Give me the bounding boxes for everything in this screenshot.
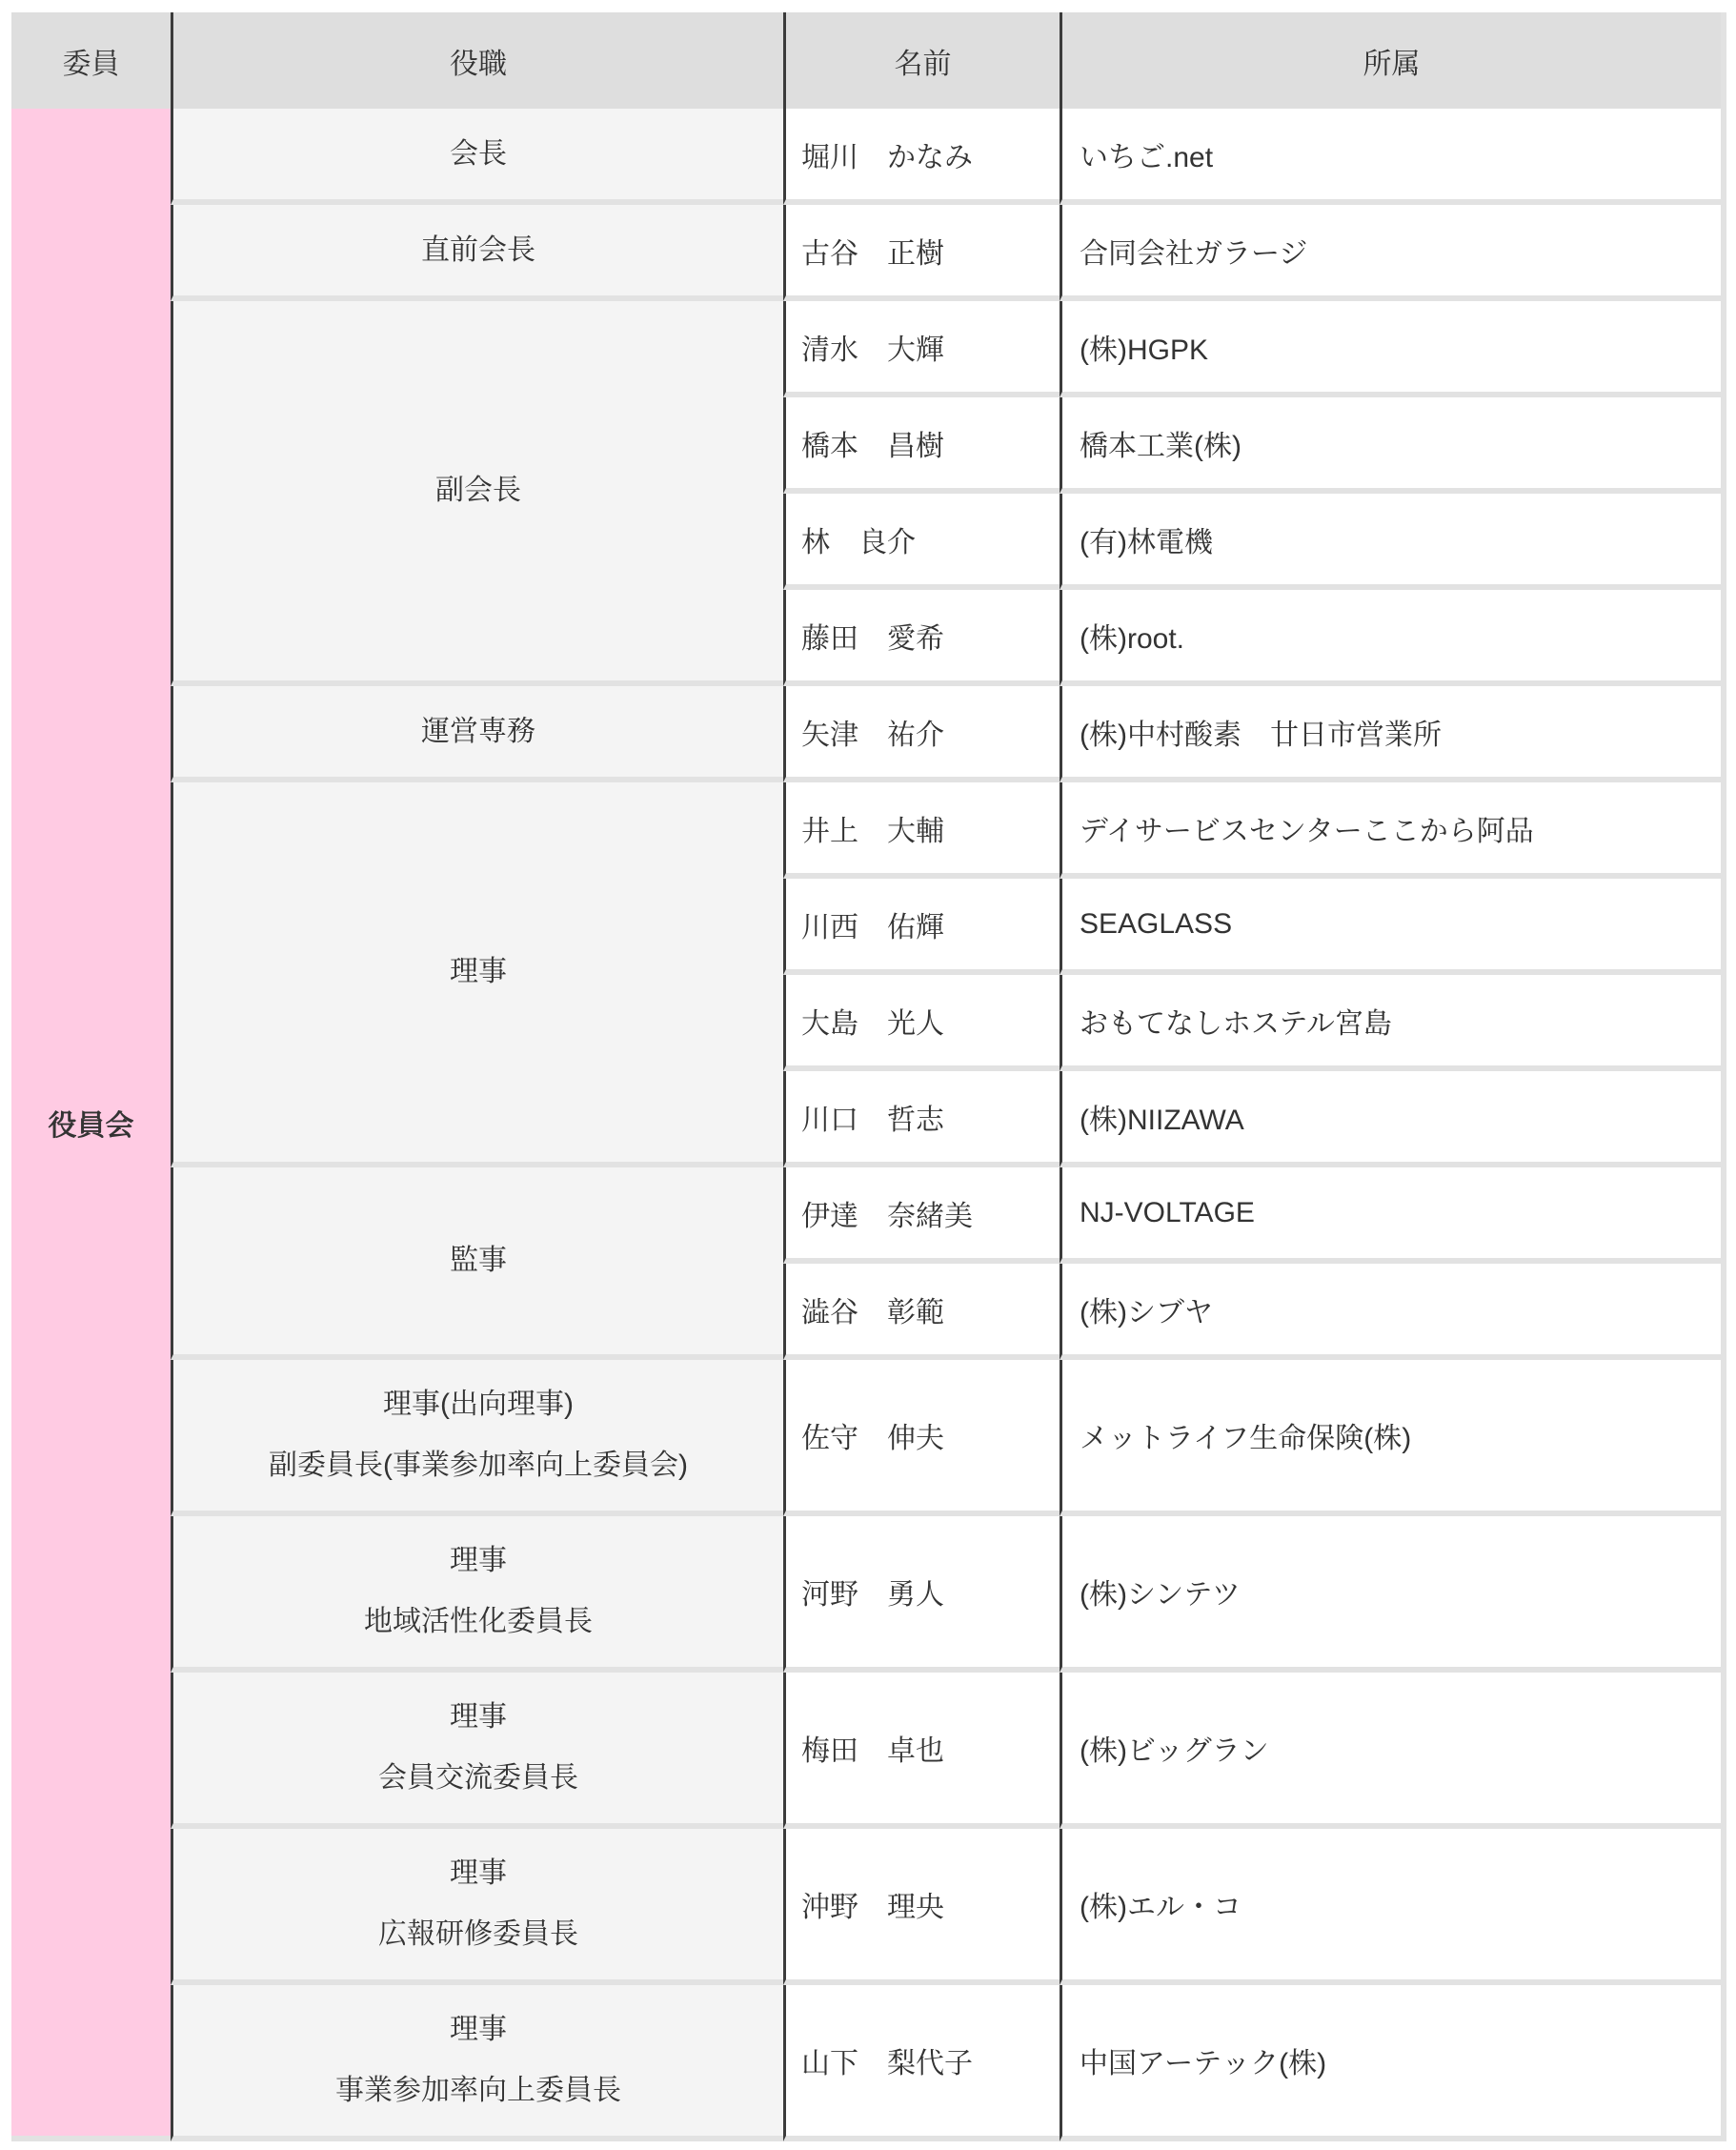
role-line: 理事	[450, 1545, 507, 1576]
role-line: 会員交流委員長	[378, 1762, 578, 1794]
affiliation-cell: (株)エル・コ	[1060, 1829, 1726, 1985]
affiliation-cell: (株)ビッグラン	[1060, 1673, 1726, 1829]
affiliation-cell: SEAGLASS	[1060, 879, 1726, 975]
role-line: 事業参加率向上委員長	[335, 2075, 621, 2106]
role-cell	[171, 1167, 783, 1360]
name-cell: 沖野 理央	[783, 1829, 1060, 1985]
affiliation-cell: メットライフ生命保険(株)	[1060, 1360, 1726, 1516]
role-line: 副委員長(事業参加率向上委員会)	[269, 1450, 688, 1481]
member-table-wrapper	[11, 12, 1726, 2141]
table-row	[11, 301, 1726, 397]
role-line: 理事	[450, 1857, 507, 1889]
committee-group-cell: 役員会	[11, 109, 171, 2141]
role-line: 理事	[450, 1701, 507, 1733]
role-line: 広報研修委員長	[378, 1918, 578, 1950]
table-row	[11, 686, 1726, 782]
role-cell	[171, 205, 783, 301]
name-cell: 古谷 正樹	[783, 205, 1060, 301]
name-cell: 大島 光人	[783, 975, 1060, 1071]
role-cell	[171, 1673, 783, 1829]
affiliation-cell: (有)林電機	[1060, 494, 1726, 590]
role-cell	[171, 1516, 783, 1673]
name-cell: 佐守 伸夫	[783, 1360, 1060, 1516]
affiliation-cell: (株)シンテツ	[1060, 1516, 1726, 1673]
name-cell: 澁谷 彰範	[783, 1264, 1060, 1360]
header-row	[11, 12, 1726, 109]
affiliation-cell: (株)中村酸素 廿日市営業所	[1060, 686, 1726, 782]
role-line: 理事(出向理事)	[383, 1389, 574, 1420]
name-cell: 井上 大輔	[783, 782, 1060, 879]
name-cell: 川口 哲志	[783, 1071, 1060, 1167]
role-line: 監事	[450, 1245, 507, 1276]
role-line: 直前会長	[421, 233, 535, 266]
header-cell-role: 役職	[171, 12, 783, 109]
name-cell: 橋本 昌樹	[783, 397, 1060, 494]
role-cell	[171, 782, 783, 1167]
affiliation-cell: (株)root.	[1060, 590, 1726, 686]
member-table	[11, 12, 1726, 2141]
role-line: 地域活性化委員長	[364, 1606, 593, 1637]
table-body	[11, 109, 1726, 2141]
role-line: 理事	[450, 956, 507, 987]
name-cell: 山下 梨代子	[783, 1985, 1060, 2141]
role-line: 会長	[450, 137, 507, 170]
name-cell: 川西 佑輝	[783, 879, 1060, 975]
role-cell	[171, 109, 783, 205]
affiliation-cell: 合同会社ガラージ	[1060, 205, 1726, 301]
affiliation-cell: 中国アーテック(株)	[1060, 1985, 1726, 2141]
affiliation-cell: (株)NIIZAWA	[1060, 1071, 1726, 1167]
affiliation-cell: 橋本工業(株)	[1060, 397, 1726, 494]
affiliation-cell: (株)HGPK	[1060, 301, 1726, 397]
table-row	[11, 205, 1726, 301]
name-cell: 伊達 奈緒美	[783, 1167, 1060, 1264]
role-cell	[171, 1985, 783, 2141]
header-cell-committee: 委員	[11, 12, 171, 109]
role-line: 運営専務	[421, 715, 535, 747]
name-cell: 梅田 卓也	[783, 1673, 1060, 1829]
role-line: 理事	[450, 2014, 507, 2045]
name-cell: 藤田 愛希	[783, 590, 1060, 686]
name-cell: 林 良介	[783, 494, 1060, 590]
name-cell: 河野 勇人	[783, 1516, 1060, 1673]
affiliation-cell: NJ-VOLTAGE	[1060, 1167, 1726, 1264]
role-cell	[171, 1360, 783, 1516]
table-row	[11, 1829, 1726, 1985]
table-row	[11, 1673, 1726, 1829]
role-cell	[171, 686, 783, 782]
affiliation-cell: デイサービスセンターここから阿品	[1060, 782, 1726, 879]
role-cell	[171, 1829, 783, 1985]
name-cell: 矢津 祐介	[783, 686, 1060, 782]
header-cell-name: 名前	[783, 12, 1060, 109]
affiliation-cell: いちご.net	[1060, 109, 1726, 205]
affiliation-cell: おもてなしホステル宮島	[1060, 975, 1726, 1071]
name-cell: 清水 大輝	[783, 301, 1060, 397]
table-row	[11, 1360, 1726, 1516]
affiliation-cell: (株)シブヤ	[1060, 1264, 1726, 1360]
role-cell	[171, 301, 783, 686]
table-row	[11, 1167, 1726, 1264]
header-cell-affiliation: 所属	[1060, 12, 1726, 109]
table-row	[11, 782, 1726, 879]
table-row	[11, 109, 1726, 205]
name-cell: 堀川 かなみ	[783, 109, 1060, 205]
table-row	[11, 1516, 1726, 1673]
table-header	[11, 12, 1726, 109]
table-row	[11, 1985, 1726, 2141]
role-line: 副会長	[435, 475, 521, 506]
